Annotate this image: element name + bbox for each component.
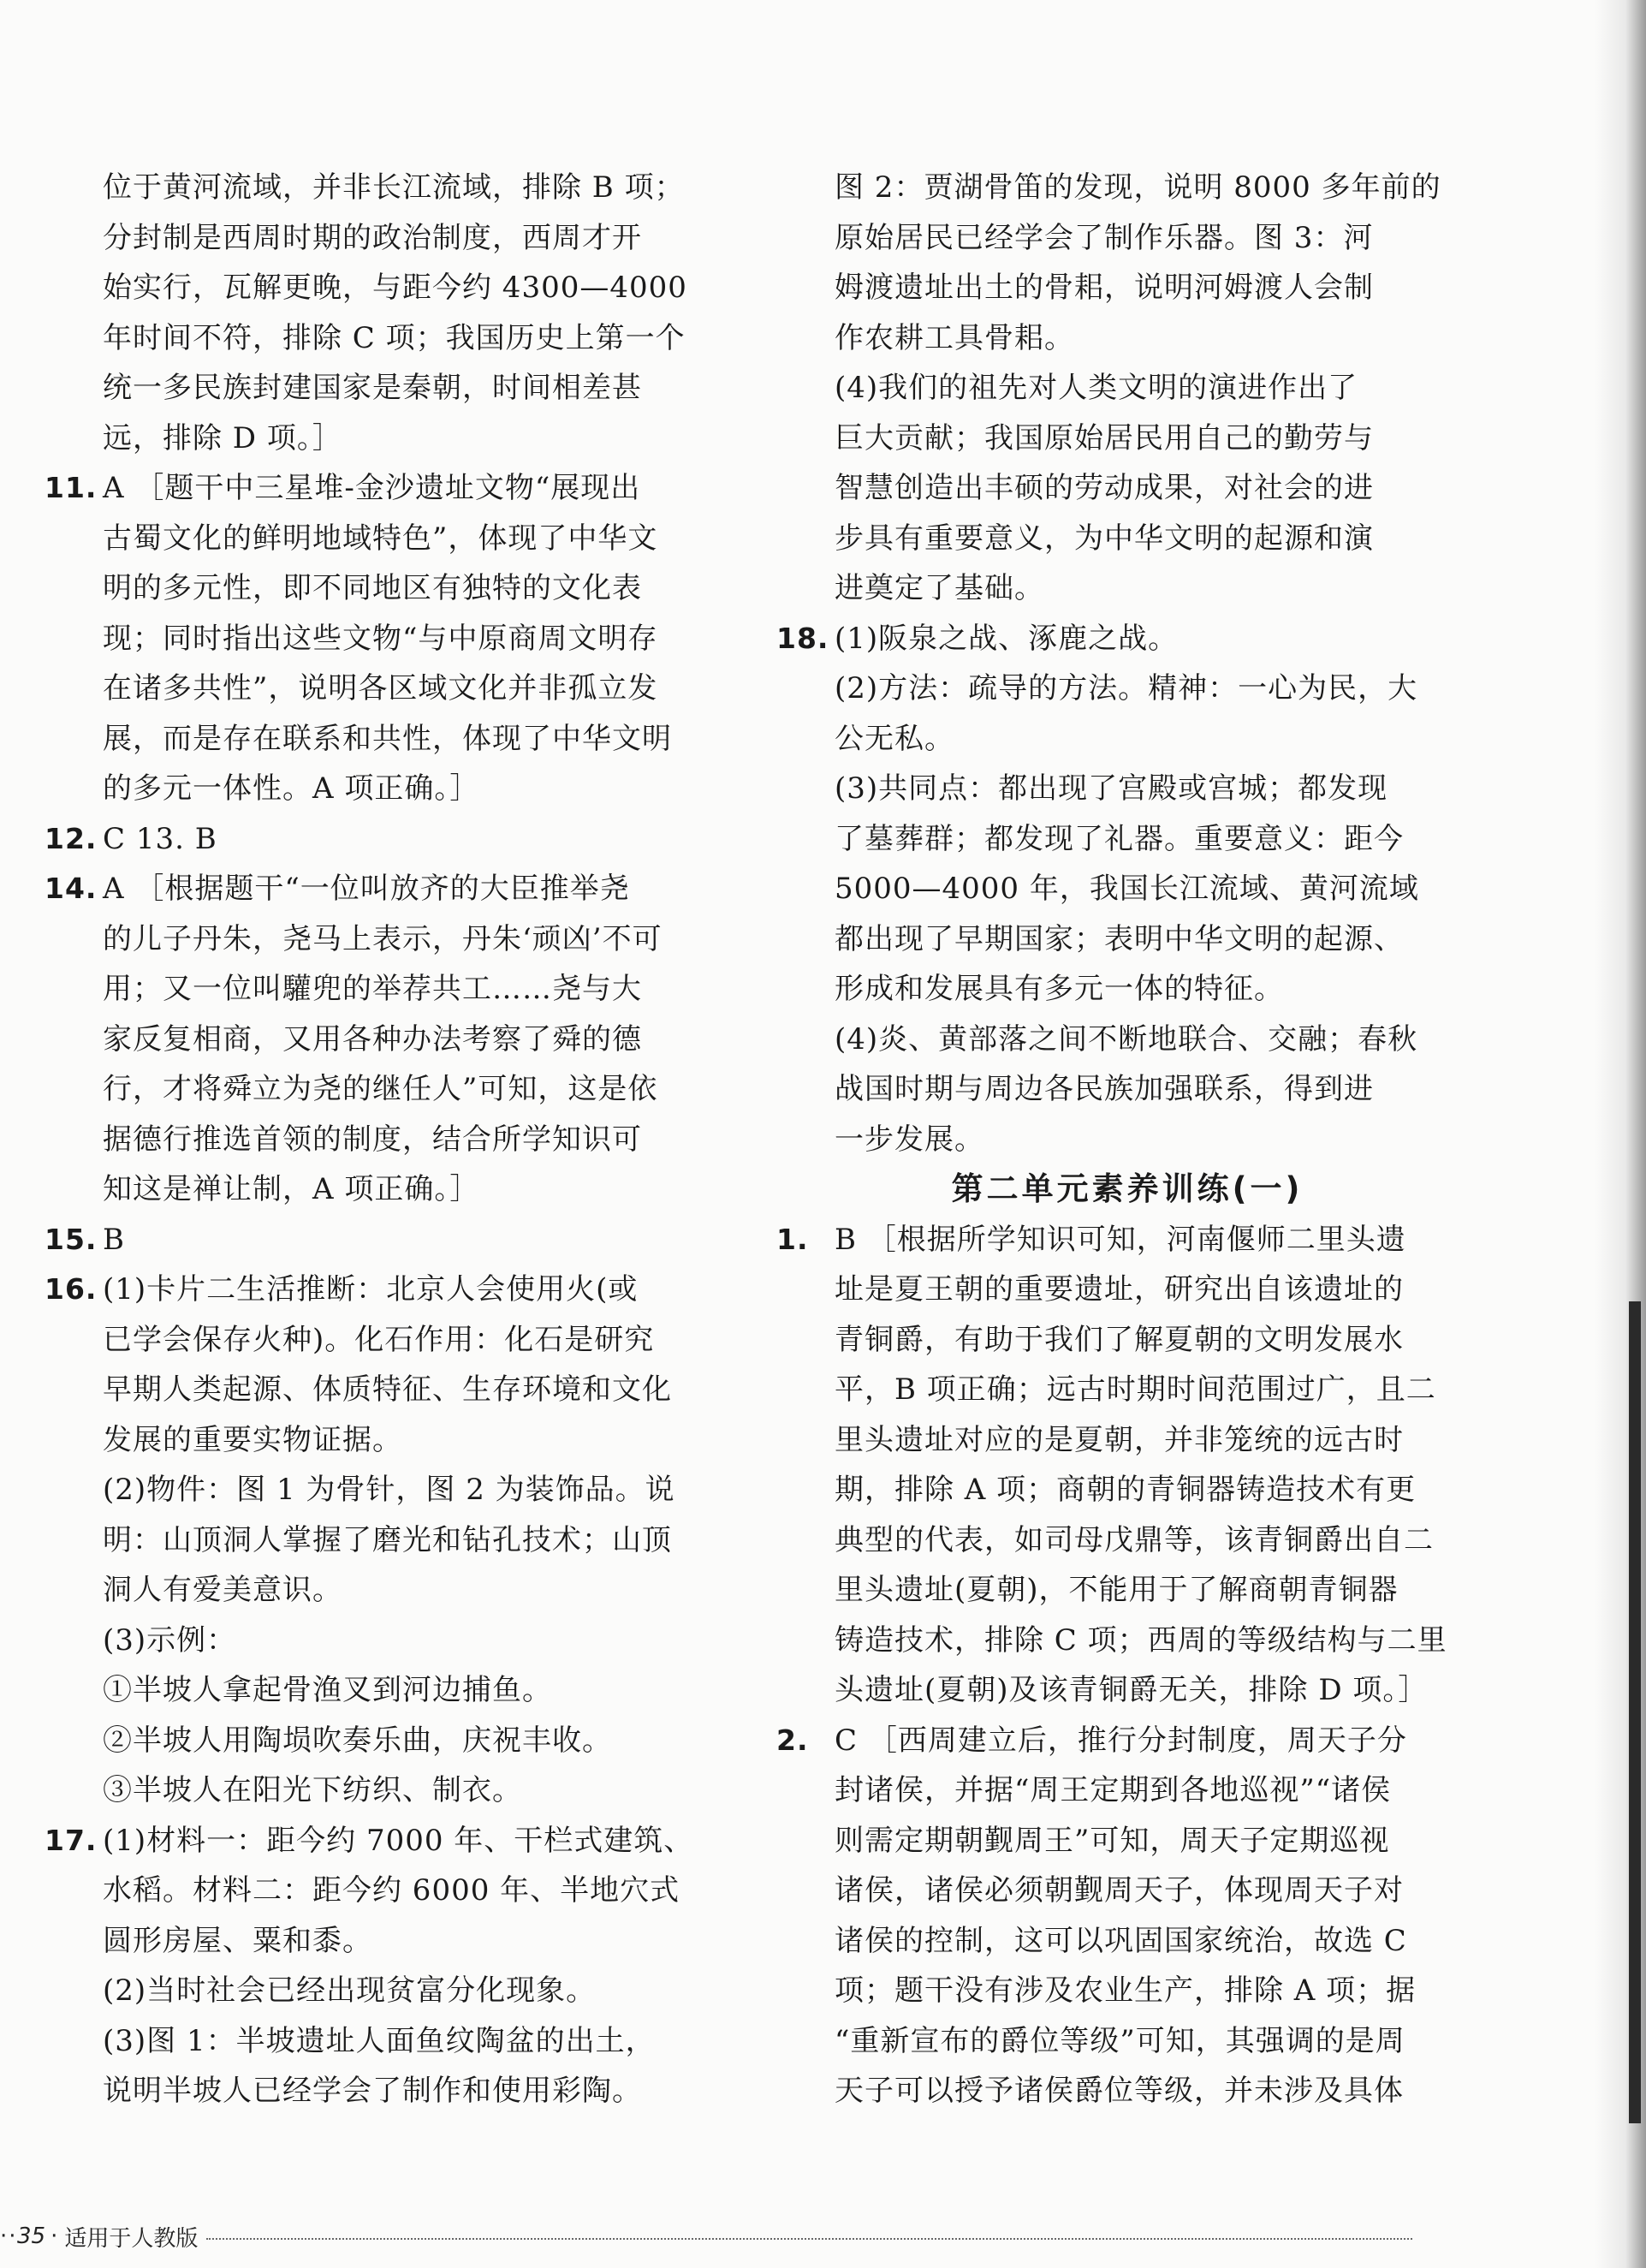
answer-item-start (45, 1265, 746, 1315)
text-line: 作农耕工具骨耜。 (835, 320, 1074, 355)
text-line: 诸侯的控制，这可以巩固国家统治，故选 C (835, 1923, 1407, 1958)
text-line: 的儿子丹朱，尧马上表示，丹朱‘顽凶’不可 (103, 921, 663, 956)
text-line: 在诸多共性”，说明各区域文化并非孤立发 (103, 671, 658, 705)
question-number: 1. (776, 1222, 809, 1256)
text-line: 了墓葬群；都发现了礼器。重要意义：距今 (835, 821, 1404, 856)
text-line: 战国时期与周边各民族加强联系，得到进 (835, 1072, 1374, 1106)
text-line: 明：山顶洞人掌握了磨光和钻孔技术；山顶 (103, 1522, 672, 1557)
text-line: (3)示例： (103, 1622, 237, 1658)
text-line: (2)物件：图 1 为骨针，图 2 为装饰品。说 (103, 1473, 675, 1507)
text-line: (2)方法：疏导的方法。精神：一心为民，大 (835, 671, 1418, 705)
text-line: 进奠定了基础。 (835, 571, 1044, 605)
question-number: 18. (776, 621, 829, 655)
question-number: 15. (45, 1222, 98, 1256)
question-number: 11. (45, 471, 98, 504)
text-line: ②半坡人用陶埙吹奏乐曲，庆祝丰收。 (103, 1723, 612, 1758)
text-line: (4)我们的祖先对人类文明的演进作出了 (835, 371, 1358, 405)
answer-text: A ［题干中三星堆-金沙遗址文物“展现出 (103, 471, 641, 505)
text-line: 一步发展。 (835, 1122, 984, 1157)
text-line: “重新宣布的爵位等级”可知，其强调的是周 (835, 2023, 1405, 2058)
edition-label: 适用于人教版 (64, 2225, 199, 2252)
answer-text: (1)阪泉之战、涿鹿之战。 (835, 621, 1179, 656)
text-line: 里头遗址对应的是夏朝，并非笼统的远古时 (835, 1422, 1404, 1457)
text-line: 古蜀文化的鲜明地域特色”，体现了中华文 (103, 521, 658, 556)
question-number: 2. (776, 1723, 809, 1757)
text-line: 的多元一体性。A 项正确。］ (103, 771, 480, 806)
section-title: 第二单元素养训练(一) (951, 1170, 1304, 1207)
answer-text: A ［根据题干“一位叫放齐的大臣推举尧 (103, 872, 630, 906)
answer-text: C 13. B (103, 821, 217, 856)
text-line: 现；同时指出这些文物“与中原商周文明存 (103, 621, 658, 656)
text-line: 封诸侯，并据“周王定期到各地巡视”“诸侯 (835, 1773, 1392, 1807)
answer-text: C ［西周建立后，推行分封制度，周天子分 (835, 1723, 1407, 1758)
text-line: 行，才将舜立为尧的继任人”可知，这是依 (103, 1072, 658, 1106)
text-line: 都出现了早期国家；表明中华文明的起源、 (835, 921, 1404, 956)
text-line: (3)共同点：都出现了宫殿或宫城；都发现 (835, 771, 1388, 806)
text-line: 知这是禅让制，A 项正确。］ (103, 1172, 480, 1206)
text-line: 发展的重要实物证据。 (103, 1422, 402, 1457)
text-line: 典型的代表，如司母戊鼎等，该青铜爵出自二 (835, 1522, 1434, 1557)
text-line: (4)炎、黄部落之间不断地联合、交融；春秋 (835, 1021, 1418, 1057)
text-line: 青铜爵，有助于我们了解夏朝的文明发展水 (835, 1322, 1404, 1357)
text-line: 统一多民族封建国家是秦朝，时间相差甚 (103, 371, 642, 405)
answer-item-start (776, 1215, 1478, 1265)
text-line: 天子可以授予诸侯爵位等级，并未涉及具体 (835, 2074, 1404, 2108)
answer-text: B ［根据所学知识可知，河南偃师二里头遗 (835, 1222, 1406, 1257)
text-line: 图 2：贾湖骨笛的发现，说明 8000 多年前的 (835, 170, 1441, 205)
text-line: 位于黄河流域，并非长江流域，排除 B 项； (103, 170, 685, 205)
text-line: 平，B 项正确；远古时期时间范围过广，且二 (835, 1372, 1436, 1407)
answer-item-start (45, 1215, 746, 1265)
footer-dotted-rule (206, 2238, 1412, 2240)
text-line: 明的多元性，即不同地区有独特的文化表 (103, 571, 642, 605)
text-line: 5000—4000 年，我国长江流域、黄河流域 (835, 872, 1419, 906)
question-number: 17. (45, 1823, 98, 1857)
text-line: 原始居民已经学会了制作乐器。图 3：河 (835, 220, 1374, 255)
text-line: 诸侯，诸侯必须朝觐周天子，体现周天子对 (835, 1873, 1404, 1908)
text-line: 智慧创造出丰硕的劳动成果，对社会的进 (835, 471, 1374, 505)
text-line: 姆渡遗址出土的骨耜，说明河姆渡人会制 (835, 271, 1374, 305)
page-number: 35 (17, 2223, 46, 2249)
text-line: 期，排除 A 项；商朝的青铜器铸造技术有更 (835, 1473, 1417, 1507)
text-line: 据德行推选首领的制度，结合所学知识可 (103, 1122, 642, 1157)
text-line: 说明半坡人已经学会了制作和使用彩陶。 (103, 2074, 642, 2108)
question-number: 16. (45, 1272, 98, 1306)
question-number: 14. (45, 872, 98, 905)
page-edge-bar (1629, 1301, 1641, 2123)
answer-item-start (45, 864, 746, 914)
text-line: 年时间不符，排除 C 项；我国历史上第一个 (103, 320, 686, 355)
answer-text: (1)材料一：距今约 7000 年、干栏式建筑、 (103, 1823, 694, 1858)
page-footer (0, 2219, 1412, 2253)
text-line: ①半坡人拿起骨渔叉到河边捕鱼。 (103, 1673, 552, 1707)
right-column (776, 163, 1478, 2116)
text-line: 里头遗址(夏朝)，不能用于了解商朝青铜器 (835, 1573, 1399, 1607)
answer-text: (1)卡片二生活推断：北京人会使用火(或 (103, 1272, 639, 1307)
text-line: 址是夏王朝的重要遗址，研究出自该遗址的 (835, 1272, 1404, 1307)
text-line: 步具有重要意义，为中华文明的起源和演 (835, 521, 1374, 556)
answer-item-start (776, 614, 1478, 664)
text-line: 公无私。 (835, 721, 954, 756)
answer-item-start (776, 1716, 1478, 1766)
text-line: 用；又一位叫驩兜的举荐共工……尧与大 (103, 972, 642, 1006)
answer-text: B (103, 1222, 125, 1257)
text-line: 铸造技术，排除 C 项；西周的等级结构与二里 (835, 1622, 1447, 1658)
text-line: (3)图 1：半坡遗址人面鱼纹陶盆的出土， (103, 2023, 656, 2058)
text-line: 项；题干没有涉及农业生产，排除 A 项；据 (835, 1973, 1417, 2008)
text-line: 形成和发展具有多元一体的特征。 (835, 972, 1284, 1006)
text-line: 则需定期朝觐周王”可知，周天子定期巡视 (835, 1823, 1390, 1858)
text-line: 已学会保存火种)。化石作用：化石是研究 (103, 1322, 655, 1357)
left-column (45, 163, 746, 2116)
text-line: 洞人有爱美意识。 (103, 1573, 342, 1607)
text-line: 始实行，瓦解更晚，与距今约 4300—4000 (103, 271, 687, 305)
text-line: (2)当时社会已经出现贫富分化现象。 (103, 1973, 597, 2008)
text-line: 家反复相商，又用各种办法考察了舜的德 (103, 1021, 642, 1057)
text-line: ③半坡人在阳光下纺织、制衣。 (103, 1773, 522, 1807)
footer-separator: · (51, 2223, 58, 2249)
answer-item-start (45, 463, 746, 514)
answer-item-start (45, 814, 746, 865)
text-line: 展，而是存在联系和共性，体现了中华文明 (103, 721, 672, 756)
question-number: 12. (45, 821, 98, 855)
text-line: 早期人类起源、体质特征、生存环境和文化 (103, 1372, 672, 1407)
text-line: 远，排除 D 项。］ (103, 420, 342, 455)
footer-lead-dots: ·· (0, 2223, 18, 2249)
text-line: 圆形房屋、粟和黍。 (103, 1923, 372, 1958)
text-line: 巨大贡献；我国原始居民用自己的勤劳与 (835, 420, 1374, 455)
text-line: 水稻。材料二：距今约 6000 年、半地穴式 (103, 1873, 680, 1908)
text-line: 分封制是西周时期的政治制度，西周才开 (103, 220, 642, 255)
answer-item-start (45, 1816, 746, 1866)
text-line: 头遗址(夏朝)及该青铜爵无关，排除 D 项。］ (835, 1673, 1429, 1707)
